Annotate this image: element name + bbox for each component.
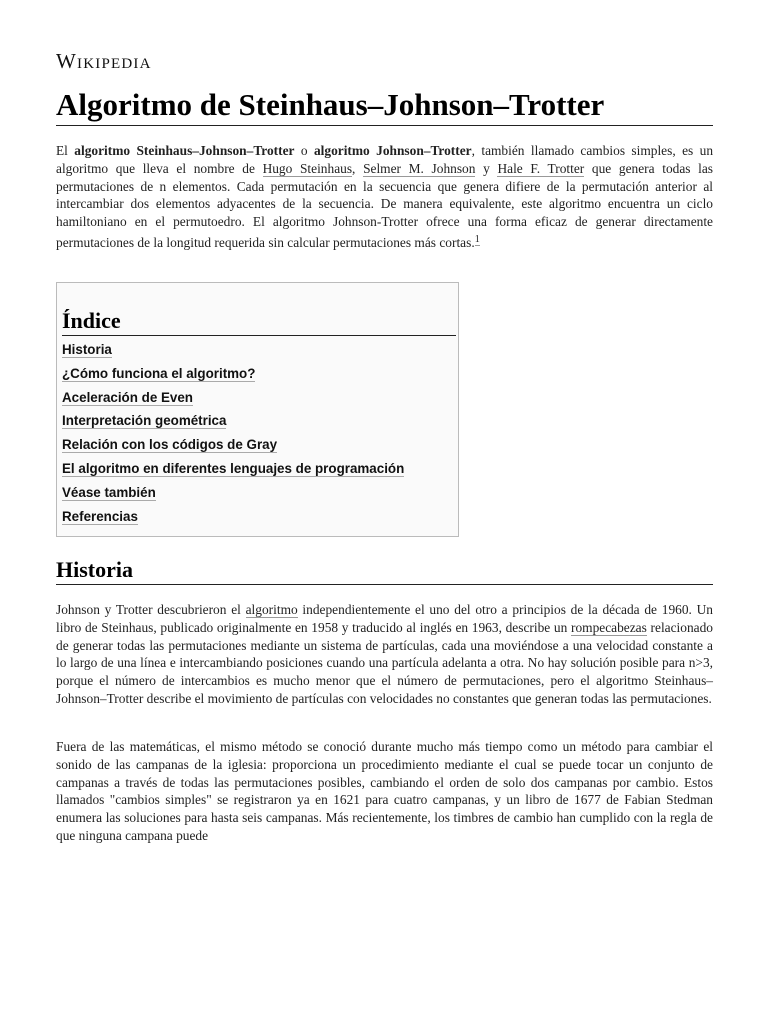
intro-bold-2: algoritmo Johnson–Trotter [313,143,472,158]
link-algoritmo[interactable]: algoritmo [245,602,298,617]
intro-text-5: y [475,160,498,176]
section-heading-historia: Historia [56,556,713,585]
toc-item [62,484,404,508]
toc-item [62,365,404,389]
intro-text-6: que genera todas las permutaciones de n elementos. Cada permutación en la secuencia que genera difiere de la permutación anterior al intercambiar dos elementos adyacentes de la secuencia. De manera equivalente, este algoritmo encuentra un ciclo hamiltoniano en el permutoedro. El algoritmo Johnson-Trotter ofrece una forma eficaz de generar directamente permutaciones de la longitud requerida sin calcular permutaciones más cortas. [56,160,714,250]
toc-item [62,341,404,365]
toc-item [62,412,404,436]
intro-text-1: El [56,143,75,158]
historia-text-1: Johnson y Trotter descubrieron el [56,602,246,617]
intro-bold-1: algoritmo Steinhaus–Johnson–Trotter [74,143,295,158]
toc-item [62,436,404,460]
historia-paragraph-1 [56,601,713,708]
link-hugo-steinhaus[interactable]: Hugo Steinhaus [262,160,353,176]
toc-link-codigos-gray[interactable]: Relación con los códigos de Gray [62,437,278,453]
historia-text-2: independientemente el uno del otro a principios de la década de 1960. Un libro de Steinhaus, publicado originalmente en 1958 y traducido al inglés en 1963, describe un [56,602,713,635]
toc-item [62,460,404,484]
link-selmer-johnson[interactable]: Selmer M. Johnson [363,160,476,176]
intro-paragraph [56,142,713,252]
toc-link-lenguajes[interactable]: El algoritmo en diferentes lenguajes de programación [62,460,405,476]
wikipedia-wordmark[interactable]: Wikipedia [56,49,152,73]
toc-link-historia[interactable]: Historia [62,342,112,357]
link-rompecabezas[interactable]: rompecabezas [571,619,647,635]
toc-title: Índice [62,307,456,336]
table-of-contents [56,282,459,537]
reference-link[interactable]: 1 [474,233,480,245]
page-title: Algoritmo de Steinhaus–Johnson–Trotter [56,86,713,126]
toc-link-aceleracion[interactable]: Aceleración de Even [62,389,193,405]
toc-list [62,341,404,531]
toc-link-interpretacion[interactable]: Interpretación geométrica [62,413,227,429]
toc-item [62,508,404,532]
intro-text-4: , [352,160,364,176]
historia-text-3: relacionado de generar todas las permutaciones mediante un sistema de partículas, cada una moviéndose a una velocidad constante a lo largo de una línea e intercambiando posiciones cuando una partícula adelanta a otra. No hay solución posible para n>3, porque el número de intercambios es mucho menor que el número de permutaciones, pero el algoritmo Steinhaus–Johnson–Trotter describe el movimiento de partículas con velocidades no constantes que generan todas las permutaciones. [56,619,713,706]
toc-link-referencias[interactable]: Referencias [62,508,138,524]
toc-link-como-funciona[interactable]: ¿Cómo funciona el algoritmo? [62,365,256,381]
intro-text-2: o [294,143,314,158]
historia-paragraph-2: Fuera de las matemáticas, el mismo método se conoció durante mucho más tiempo como un método para cambiar el sonido de las campanas de la iglesia: proporciona un procedimiento mediante el cual se puede tocar un conjunto de campanas a través de todas las permutaciones posibles, cambiando el orden de solo dos campanas por cambio. Estos llamados "cambios simples" se registraron ya en 1621 para cuatro campanas, y un libro de 1677 de Fabian Stedman enumera las soluciones para hasta seis campanas. Más recientemente, los timbres de cambio han cumplido con la regla de que ninguna campana puede [56,739,713,843]
link-hale-trotter[interactable]: Hale F. Trotter [497,160,585,176]
toc-item [62,389,404,413]
intro-text-3: , también llamado cambios simples, es un algoritmo que lleva el nombre de [56,143,714,176]
toc-link-vease-tambien[interactable]: Véase también [62,484,156,500]
